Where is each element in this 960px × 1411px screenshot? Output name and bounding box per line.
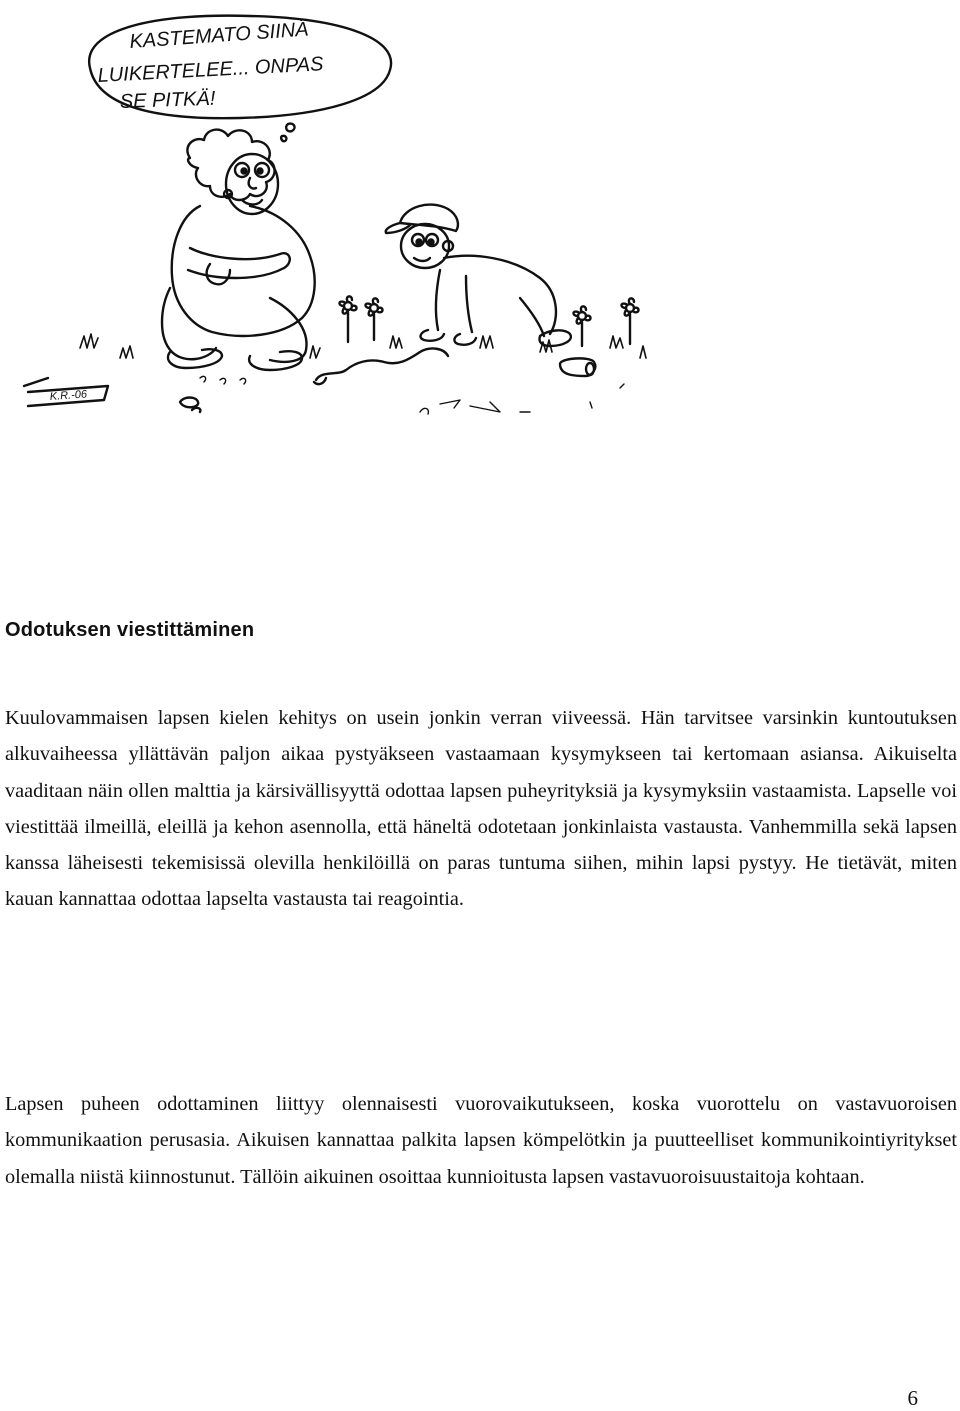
bubble-text-line-2: LUIKERTELEE... ONPAS bbox=[97, 53, 324, 87]
cartoon-illustration bbox=[20, 8, 660, 428]
thought-dot bbox=[281, 136, 286, 141]
paragraph: Kuulovammaisen lapsen kielen kehitys on usein jonkin verran viiveessä. Hän tarvitsee varsinkin kuntoutuksen alkuvaiheessa yllättävän paljon aikaa pystyäkseen vastaamaan kysymykseen tai kertomaan asiansa. Aikuiselta vaaditaan näin ollen malttia ja kärsivällisyyttä odottaa lapsen puheyrityksiä ja kysymyksiin vastaamista. Lapselle voi viestittää ilmeillä, eleillä ja kehon asennolla, että häneltä odotetaan jonkinlaista vastausta. Vanhemmilla sekä lapsen kanssa läheisesti tekemisissä olevilla henkilöillä on paras tuntuma siihen, mihin lapsi pystyy. He tietävät, miten kauan kannattaa odottaa lapselta vastausta tai reagointia. bbox=[5, 707, 957, 911]
thought-dot bbox=[286, 124, 294, 132]
bubble-text-line-3: SE PITKÄ! bbox=[119, 87, 216, 113]
flower bbox=[574, 306, 591, 346]
cartoon-drawing bbox=[20, 8, 660, 428]
bubble-text-line-1: KASTEMATO SIINÄ bbox=[128, 18, 310, 53]
boy-figure bbox=[386, 205, 571, 346]
signature-text: K.R.-06 bbox=[49, 388, 88, 403]
flower bbox=[622, 298, 639, 344]
flower bbox=[340, 296, 357, 342]
flower bbox=[366, 298, 383, 340]
log bbox=[560, 358, 595, 376]
woman-figure bbox=[162, 130, 315, 370]
earthworm bbox=[316, 349, 448, 380]
page-number: 6 bbox=[907, 1386, 918, 1410]
paragraph: Lapsen puheen odottaminen liittyy olennaisesti vuorovaikutukseen, koska vuorottelu on vastavuoroisen kommunikaation perusasia. Aikuisen kannattaa palkita lapsen kömpelötkin ja puutteelliset kommunikointiyritykset olemalla niistä kiinnostunut. Tällöin aikuinen osoittaa kunnioitusta lapsen vastavuoroisuustaitoja kohtaan. bbox=[5, 1093, 957, 1188]
stones bbox=[180, 398, 200, 413]
ground-marks bbox=[200, 376, 624, 414]
section-heading: Odotuksen viestittäminen bbox=[5, 619, 255, 641]
